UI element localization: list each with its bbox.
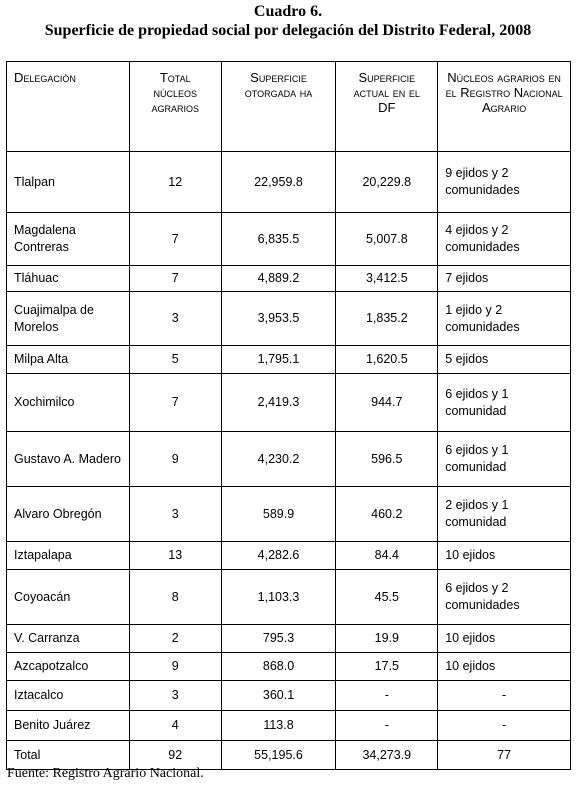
cell-superficie-otorgada: 795.3: [221, 625, 336, 653]
header-nucleos-registro: Núcleos agrarios en el Registro Nacional Agrario: [438, 62, 571, 152]
cell-delegacion: Iztacalco: [7, 681, 130, 711]
cell-superficie-actual: 20,229.8: [336, 152, 438, 213]
header-superficie-otorgada: Superficie otorgada ha: [221, 62, 336, 152]
table-row: [7, 374, 571, 432]
cell-nucleos-registro: 4 ejidos y 2 comunidades: [438, 213, 571, 266]
cell-total-nucleos: 3: [129, 681, 221, 711]
cell-superficie-otorgada: 868.0: [221, 653, 336, 681]
table-row: [7, 266, 571, 292]
cell-superficie-otorgada: 113.8: [221, 711, 336, 741]
cell-nucleos-registro: 9 ejidos y 2 comunidades: [438, 152, 571, 213]
cell-total-nucleos-sum: 92: [129, 741, 221, 770]
cell-total-superficie-actual: 34,273.9: [336, 741, 438, 770]
cell-delegacion: Xochimilco: [7, 374, 130, 432]
cell-superficie-otorgada: 4,889.2: [221, 266, 336, 292]
cell-superficie-otorgada: 589.9: [221, 487, 336, 542]
table-row: [7, 152, 571, 213]
table-row: [7, 570, 571, 625]
header-delegacion: Delegación: [7, 62, 130, 152]
table-row: [7, 625, 571, 653]
header-superficie-actual: Superficie actual en el DF: [336, 62, 438, 152]
cell-total-nucleos: 8: [129, 570, 221, 625]
cell-total-nucleos: 13: [129, 542, 221, 570]
cell-superficie-otorgada: 360.1: [221, 681, 336, 711]
cell-total-label: Total: [7, 741, 130, 770]
cell-total-nucleos: 7: [129, 266, 221, 292]
cell-nucleos-registro: 10 ejidos: [438, 542, 571, 570]
cell-delegacion: Tlalpan: [7, 152, 130, 213]
cell-nucleos-registro: 7 ejidos: [438, 266, 571, 292]
cell-total-nucleos: 3: [129, 487, 221, 542]
cell-delegacion: V. Carranza: [7, 625, 130, 653]
cell-total-nucleos: 7: [129, 374, 221, 432]
cell-superficie-otorgada: 2,419.3: [221, 374, 336, 432]
cell-delegacion: Cuajimalpa de Morelos: [7, 292, 130, 346]
cell-superficie-actual: 3,412.5: [336, 266, 438, 292]
cell-total-nucleos: 12: [129, 152, 221, 213]
cell-nucleos-registro: 6 ejidos y 1 comunidad: [438, 374, 571, 432]
cell-total-superficie-otorgada: 55,195.6: [221, 741, 336, 770]
cell-superficie-actual: 1,620.5: [336, 346, 438, 374]
cell-delegacion: Benito Juárez: [7, 711, 130, 741]
cell-delegacion: Alvaro Obregón: [7, 487, 130, 542]
cell-superficie-actual: 5,007.8: [336, 213, 438, 266]
table-row: [7, 432, 571, 487]
table-number: Cuadro 6.: [253, 3, 323, 20]
cell-superficie-otorgada: 22,959.8: [221, 152, 336, 213]
cell-delegacion: Azcapotzalco: [7, 653, 130, 681]
cell-nucleos-registro: 10 ejidos: [438, 625, 571, 653]
cell-superficie-actual: -: [336, 711, 438, 741]
table-row: [7, 681, 571, 711]
table-row: [7, 542, 571, 570]
cell-superficie-actual: 45.5: [336, 570, 438, 625]
cell-total-nucleos: 2: [129, 625, 221, 653]
table-row: [7, 213, 571, 266]
cell-total-nucleos: 9: [129, 432, 221, 487]
source-note: Fuente: Registro Agrario Nacional.: [7, 766, 204, 781]
table-row: [7, 487, 571, 542]
cell-superficie-actual: 944.7: [336, 374, 438, 432]
cell-total-nucleos: 5: [129, 346, 221, 374]
cell-total-nucleos: 9: [129, 653, 221, 681]
cell-delegacion: Tláhuac: [7, 266, 130, 292]
cell-superficie-actual: 460.2: [336, 487, 438, 542]
cell-superficie-actual: 17.5: [336, 653, 438, 681]
cell-delegacion: Iztapalapa: [7, 542, 130, 570]
cell-total-nucleos: 7: [129, 213, 221, 266]
cell-superficie-otorgada: 4,282.6: [221, 542, 336, 570]
cell-delegacion: Milpa Alta: [7, 346, 130, 374]
cell-nucleos-registro: 5 ejidos: [438, 346, 571, 374]
table-title: Superficie de propiedad social por delegación del Distrito Federal, 2008: [44, 22, 532, 39]
cell-superficie-otorgada: 3,953.5: [221, 292, 336, 346]
table-row: [7, 346, 571, 374]
cell-superficie-actual: 1,835.2: [336, 292, 438, 346]
cell-nucleos-registro: 2 ejidos y 1 comunidad: [438, 487, 571, 542]
cell-delegacion: Coyoacán: [7, 570, 130, 625]
cell-nucleos-registro: 6 ejidos y 2 comunidades: [438, 570, 571, 625]
table-body: [7, 152, 571, 770]
cell-superficie-otorgada: 1,103.3: [221, 570, 336, 625]
data-table: [6, 61, 571, 770]
cell-nucleos-registro: -: [438, 681, 571, 711]
cell-superficie-otorgada: 1,795.1: [221, 346, 336, 374]
header-total-nucleos: Total núcleos agrarios: [129, 62, 221, 152]
cell-delegacion: Gustavo A. Madero: [7, 432, 130, 487]
cell-total-nucleos-registro: 77: [438, 741, 571, 770]
cell-superficie-otorgada: 4,230.2: [221, 432, 336, 487]
table-row: [7, 711, 571, 741]
cell-nucleos-registro: 6 ejidos y 1 comunidad: [438, 432, 571, 487]
cell-total-nucleos: 4: [129, 711, 221, 741]
header-row: [7, 62, 571, 152]
table-row: [7, 292, 571, 346]
cell-delegacion: Magdalena Contreras: [7, 213, 130, 266]
cell-total-nucleos: 3: [129, 292, 221, 346]
cell-superficie-actual: 596.5: [336, 432, 438, 487]
cell-nucleos-registro: 10 ejidos: [438, 653, 571, 681]
cell-nucleos-registro: 1 ejido y 2 comunidades: [438, 292, 571, 346]
table-row: [7, 653, 571, 681]
cell-superficie-actual: 19.9: [336, 625, 438, 653]
cell-superficie-actual: 84.4: [336, 542, 438, 570]
cell-superficie-actual: -: [336, 681, 438, 711]
cell-superficie-otorgada: 6,835.5: [221, 213, 336, 266]
cell-nucleos-registro: -: [438, 711, 571, 741]
